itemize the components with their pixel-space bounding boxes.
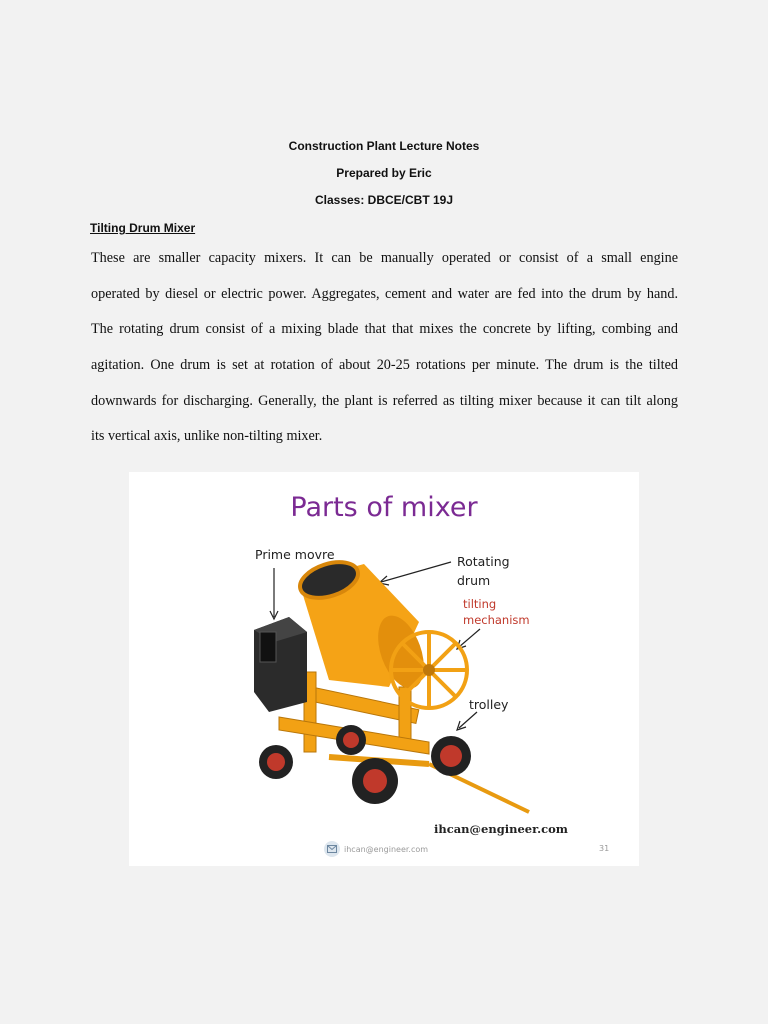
label-tilting-line1: tilting (463, 597, 497, 611)
figure-title: Parts of mixer (290, 492, 478, 523)
paragraph-line: its vertical axis, unlike non-tilting mixer. (91, 428, 323, 445)
paragraph-line: downwards for discharging. Generally, the plant is referred as tilting mixer because it can tilt along (91, 392, 678, 409)
label-trolley: trolley (469, 697, 509, 712)
paragraph-line: agitation. One drum is set at rotation of about 20-25 rotations per minute. The drum is the tilted (91, 357, 678, 374)
label-rotating-drum-line1: Rotating (457, 554, 510, 569)
document-classes: Classes: DBCE/CBT 19J (314, 193, 454, 207)
mixer-illustration (129, 472, 639, 866)
footer-email: ihcan@engineer.com (344, 844, 429, 854)
engine (254, 617, 307, 712)
document-title: Construction Plant Lecture Notes (288, 139, 480, 153)
document-author: Prepared by Eric (336, 166, 432, 180)
wheels (259, 725, 471, 804)
figure-email: ihcan@engineer.com (434, 822, 568, 836)
paragraph-line: These are smaller capacity mixers. It can be manually operated or consist of a small engine (91, 250, 678, 266)
slide-page-number: 31 (599, 844, 610, 853)
label-tilting-line2: mechanism (463, 613, 530, 627)
section-heading: Tilting Drum Mixer (90, 221, 196, 235)
label-rotating-drum-line2: drum (457, 573, 491, 588)
paragraph-line: operated by diesel or electric power. Aggregates, cement and water are fed into the drum by hand. (91, 285, 678, 302)
label-prime-mover: Prime movre (255, 547, 335, 562)
paragraph-line: The rotating drum consist of a mixing blade that that mixes the concrete by lifting, combing and (91, 321, 678, 338)
figure-footer (324, 841, 428, 857)
envelope-icon (324, 841, 340, 857)
mixer-figure (129, 472, 639, 866)
section-paragraph (91, 244, 678, 458)
